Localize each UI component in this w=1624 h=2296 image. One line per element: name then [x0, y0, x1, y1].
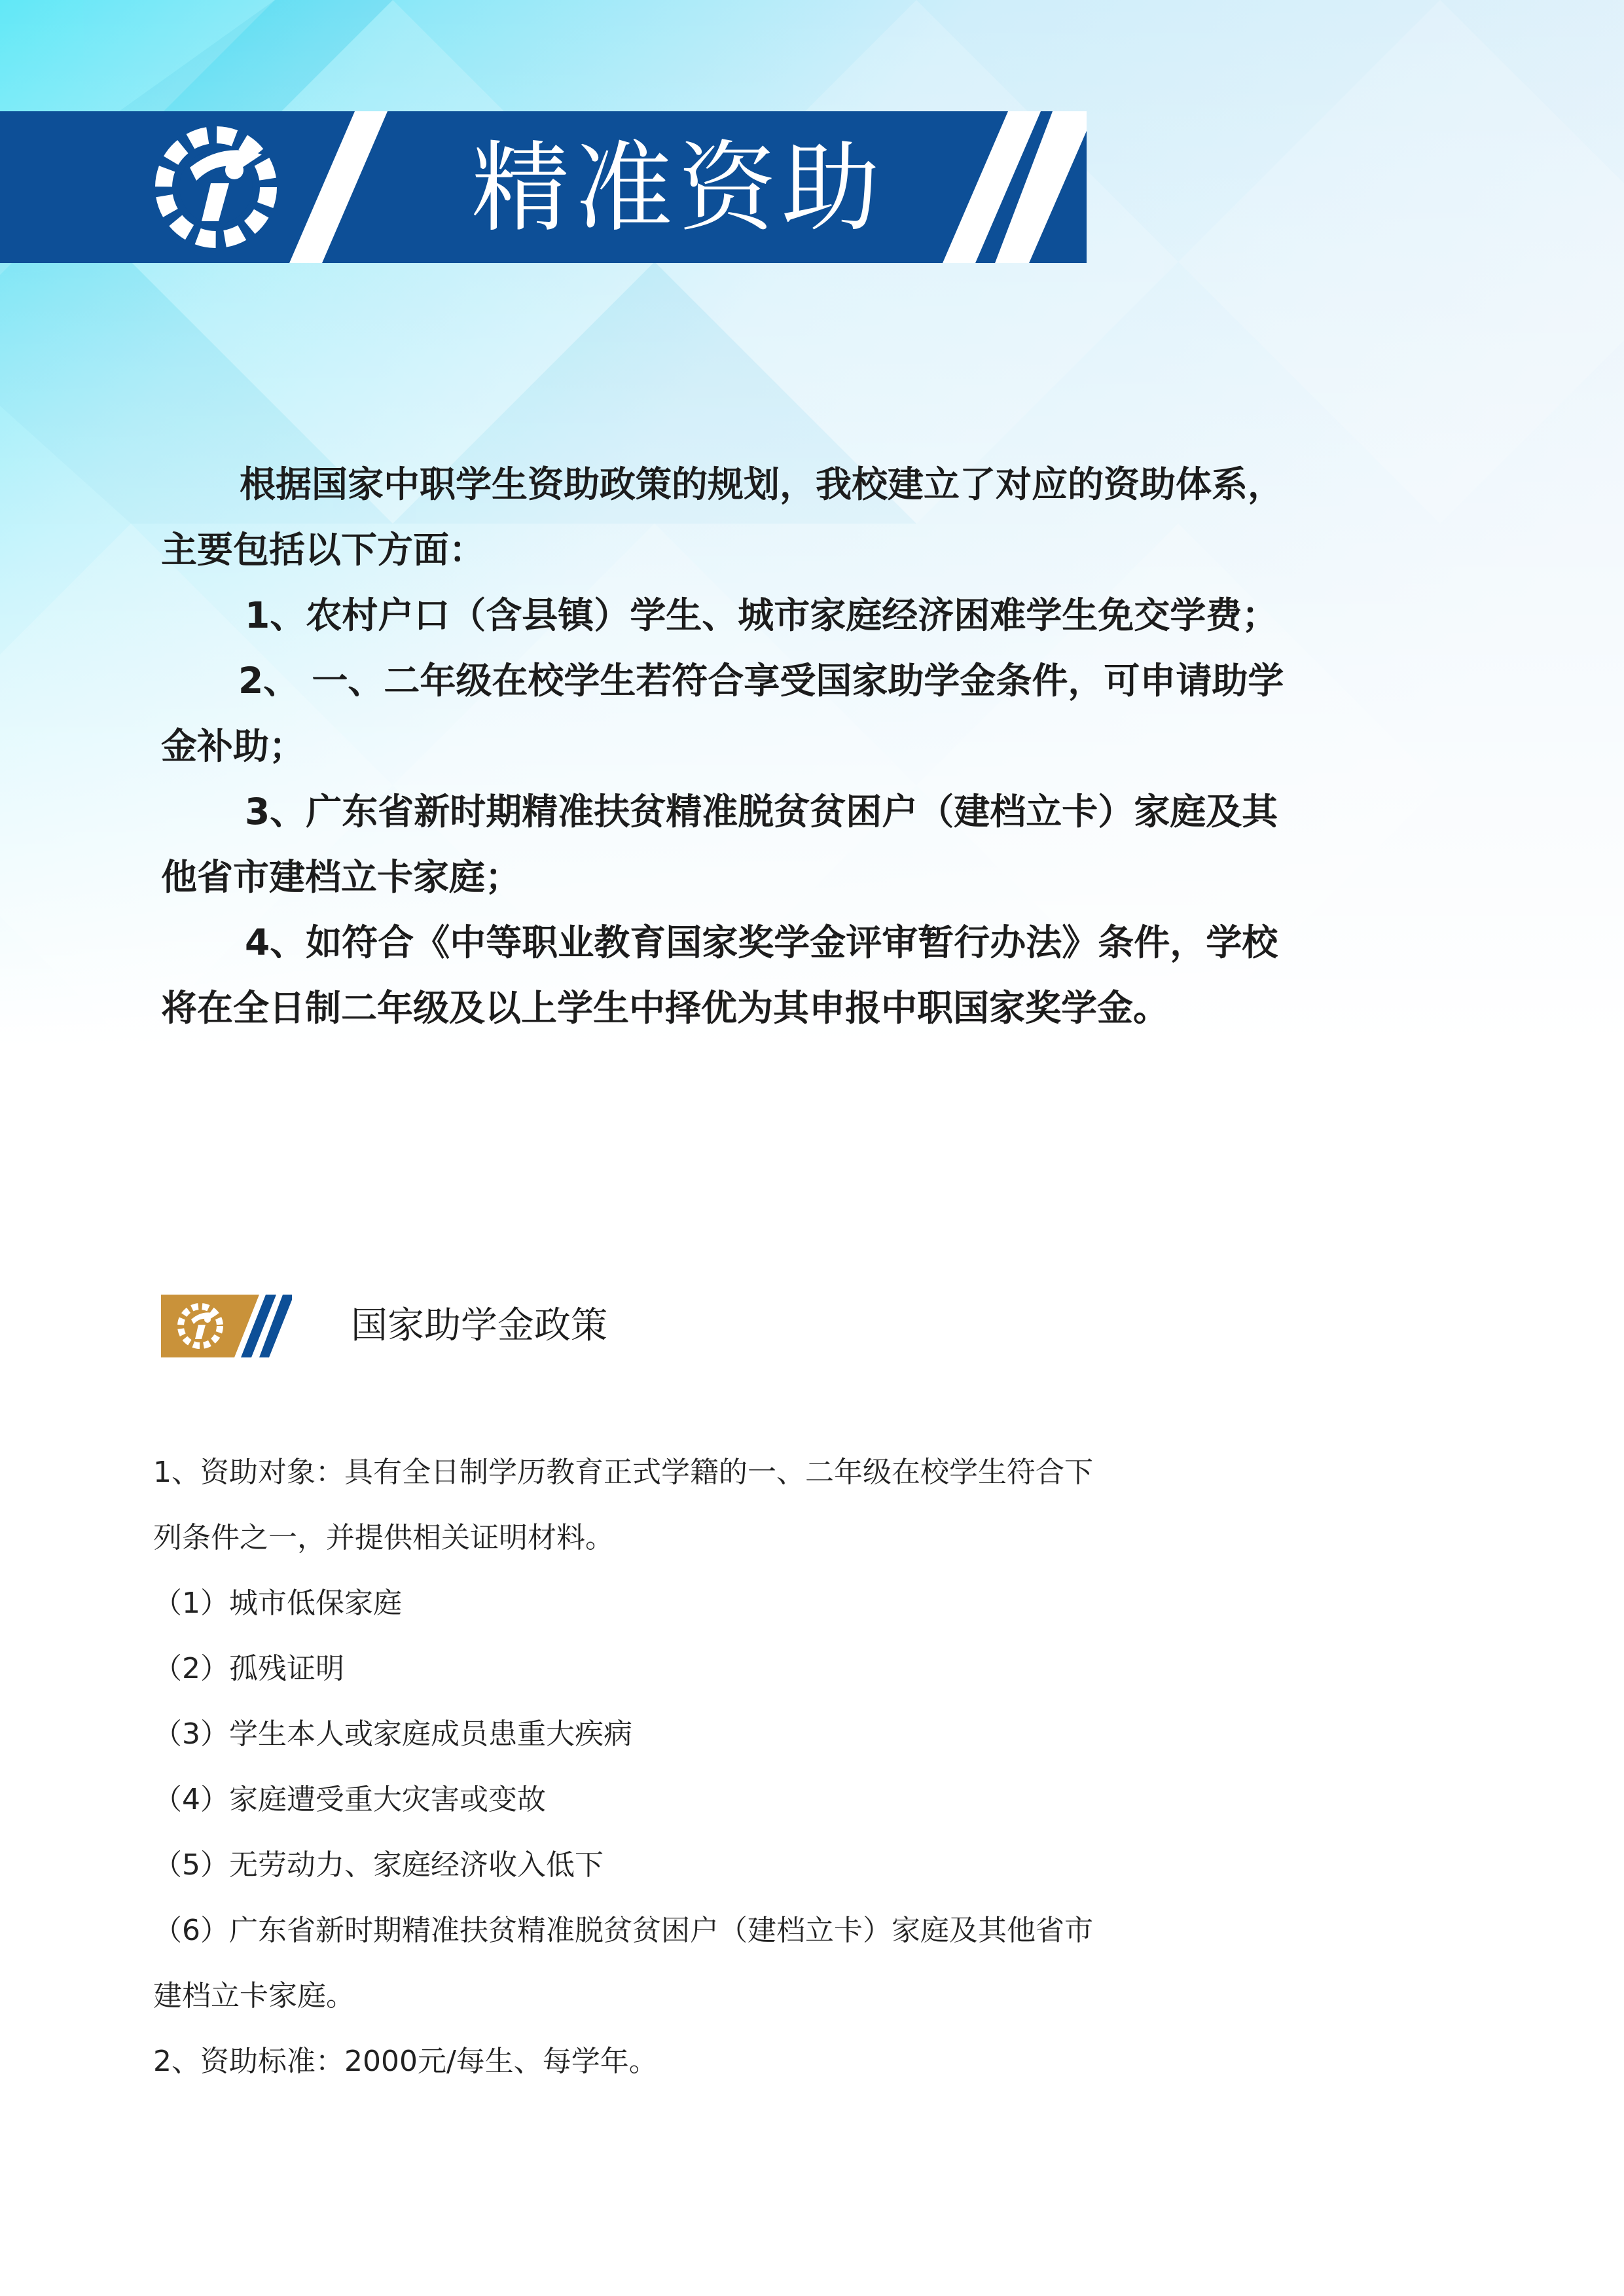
policy-list: [153, 1440, 1344, 2094]
list-item: （5）无劳动力、家庭经济收入低下: [153, 1848, 604, 1882]
intro-paragraph: 他省市建档立卡家庭；: [161, 856, 522, 898]
intro-paragraph: 4、如符合《中等职业教育国家奖学金评审暂行办法》条件，学校: [245, 922, 1278, 963]
list-item: （1）城市低保家庭: [153, 1587, 402, 1620]
intro-paragraph: 3、广东省新时期精准扶贫精准脱贫贫困户（建档立卡）家庭及其: [245, 791, 1278, 833]
intro-paragraph: 2、 一、二年级在校学生若符合享受国家助学金条件，可申请助学: [238, 660, 1284, 702]
section-title: 国家助学金政策: [351, 1304, 607, 1347]
section-logo-icon: [161, 1295, 292, 1357]
intro-paragraph: 将在全日制二年级及以上学生中择优为其申报中职国家奖学金。: [161, 987, 1170, 1029]
list-item: （3）学生本人或家庭成员患重大疾病: [153, 1717, 632, 1751]
list-item: （6）广东省新时期精准扶贫精准脱贫贫困户（建档立卡）家庭及其他省市: [153, 1914, 1093, 1947]
intro-text: [161, 452, 1477, 1041]
page-title: 精准资助: [471, 132, 886, 245]
school-logo-icon: [164, 135, 268, 240]
intro-paragraph: 1、农村户口（含县镇）学生、城市家庭经济困难学生免交学费；: [245, 594, 1278, 636]
intro-paragraph: 根据国家中职学生资助政策的规划，我校建立了对应的资助体系，: [240, 463, 1284, 505]
intro-paragraph: 主要包括以下方面：: [161, 529, 486, 571]
list-item: 2、资助标准：2000元/每生、每学年。: [153, 2045, 658, 2078]
list-item: （4）家庭遭受重大灾害或变故: [153, 1783, 546, 1816]
list-item: 建档立卡家庭。: [153, 1979, 355, 2013]
list-item: （2）孤残证明: [153, 1652, 344, 1685]
intro-paragraph: 金补助；: [161, 725, 306, 767]
list-item: 1、资助对象：具有全日制学历教育正式学籍的一、二年级在校学生符合下: [153, 1456, 1093, 1489]
list-item: 列条件之一，并提供相关证明材料。: [153, 1521, 614, 1554]
